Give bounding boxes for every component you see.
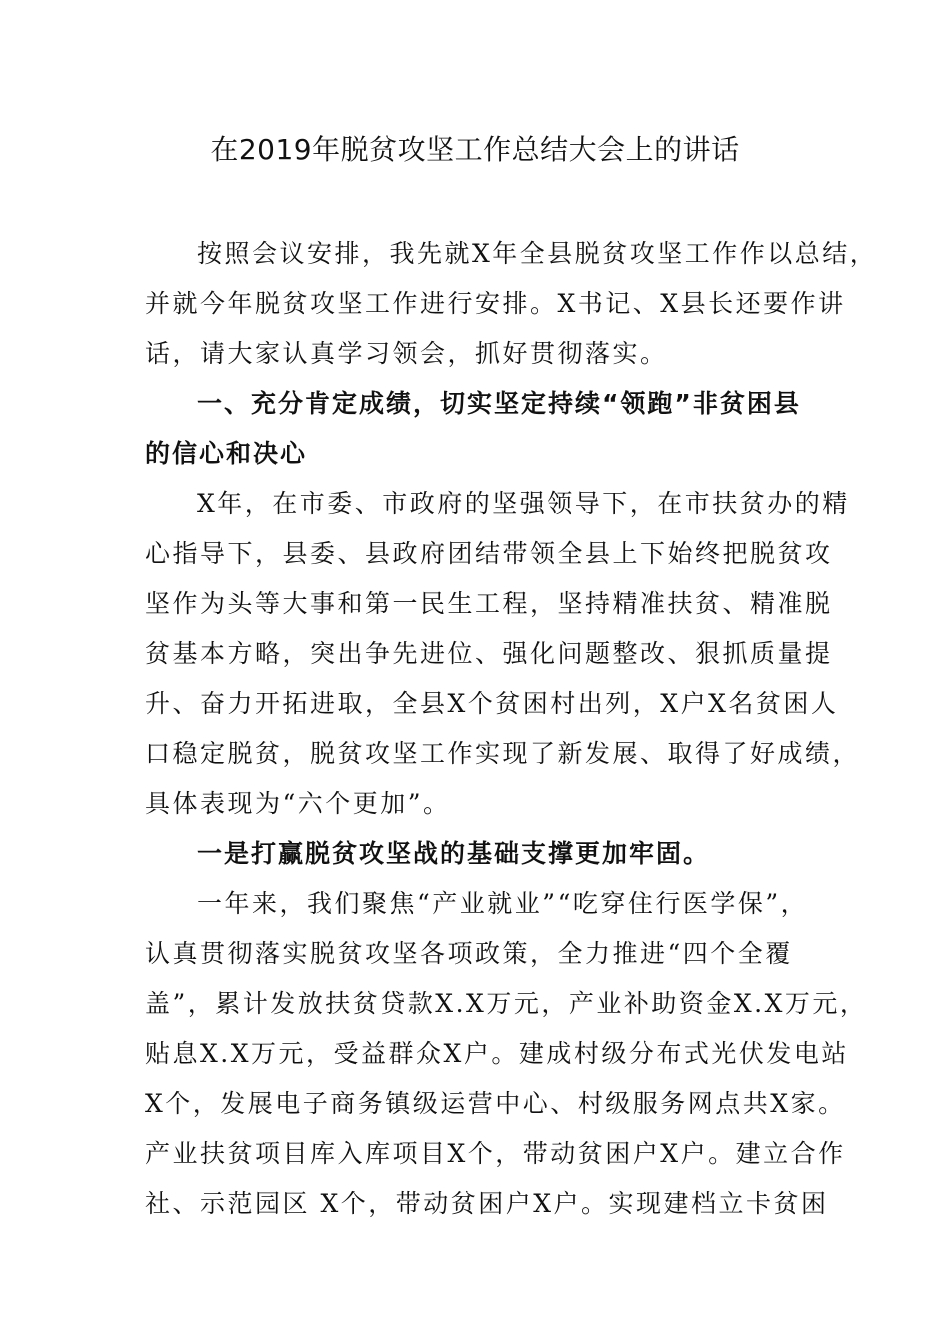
section-heading-line: 的信心和决心	[145, 439, 308, 468]
paragraph-line: 贫基本方略，突出争先进位、强化问题整改、狠抓质量提	[145, 639, 833, 668]
paragraph-line: 坚作为头等大事和第一民生工程，坚持精准扶贫、精准脱	[145, 589, 833, 618]
subheading-line: 一是打赢脱贫攻坚战的基础支撑更加牢固。	[197, 839, 711, 868]
document-title: 在2019年脱贫攻坚工作总结大会上的讲话	[210, 133, 740, 166]
paragraph-line: 心指导下，县委、县政府团结带领全县上下始终把脱贫攻	[145, 539, 833, 568]
paragraph-line: 社、示范园区 X个，带动贫困户X户。实现建档立卡贫困	[145, 1189, 829, 1218]
paragraph-line: 话，请大家认真学习领会，抓好贯彻落实。	[145, 339, 668, 368]
paragraph-line: 一年来，我们聚焦“产业就业”“吃穿住行医学保”，	[197, 889, 809, 918]
paragraph-line: 具体表现为“六个更加”。	[145, 789, 451, 818]
section-heading-line: 一、充分肯定成绩，切实坚定持续“领跑”非贫困县	[197, 389, 801, 418]
paragraph-line: X年，在市委、市政府的坚强领导下，在市扶贫办的精	[197, 489, 850, 518]
paragraph-line: 按照会议安排，我先就X年全县脱贫攻坚工作作以总结，	[197, 239, 878, 268]
paragraph-line: 升、奋力开拓进取，全县X个贫困村出列，X户X名贫困人	[145, 689, 839, 718]
paragraph-line: 盖”，累计发放扶贫贷款X.X万元，产业补助资金X.X万元，	[145, 989, 868, 1018]
paragraph-line: 贴息X.X万元，受益群众X户。建成村级分布式光伏发电站	[145, 1039, 849, 1068]
paragraph-line: 口稳定脱贫，脱贫攻坚工作实现了新发展、取得了好成绩，	[145, 739, 861, 768]
paragraph-line: 产业扶贫项目库入库项目X个，带动贫困户X户。建立合作	[145, 1139, 846, 1168]
paragraph-line: 认真贯彻落实脱贫攻坚各项政策，全力推进“四个全覆	[145, 939, 793, 968]
paragraph-line: X个，发展电子商务镇级运营中心、村级服务网点共X家。	[145, 1089, 846, 1118]
paragraph-line: 并就今年脱贫攻坚工作进行安排。X书记、X县长还要作讲	[145, 289, 846, 318]
